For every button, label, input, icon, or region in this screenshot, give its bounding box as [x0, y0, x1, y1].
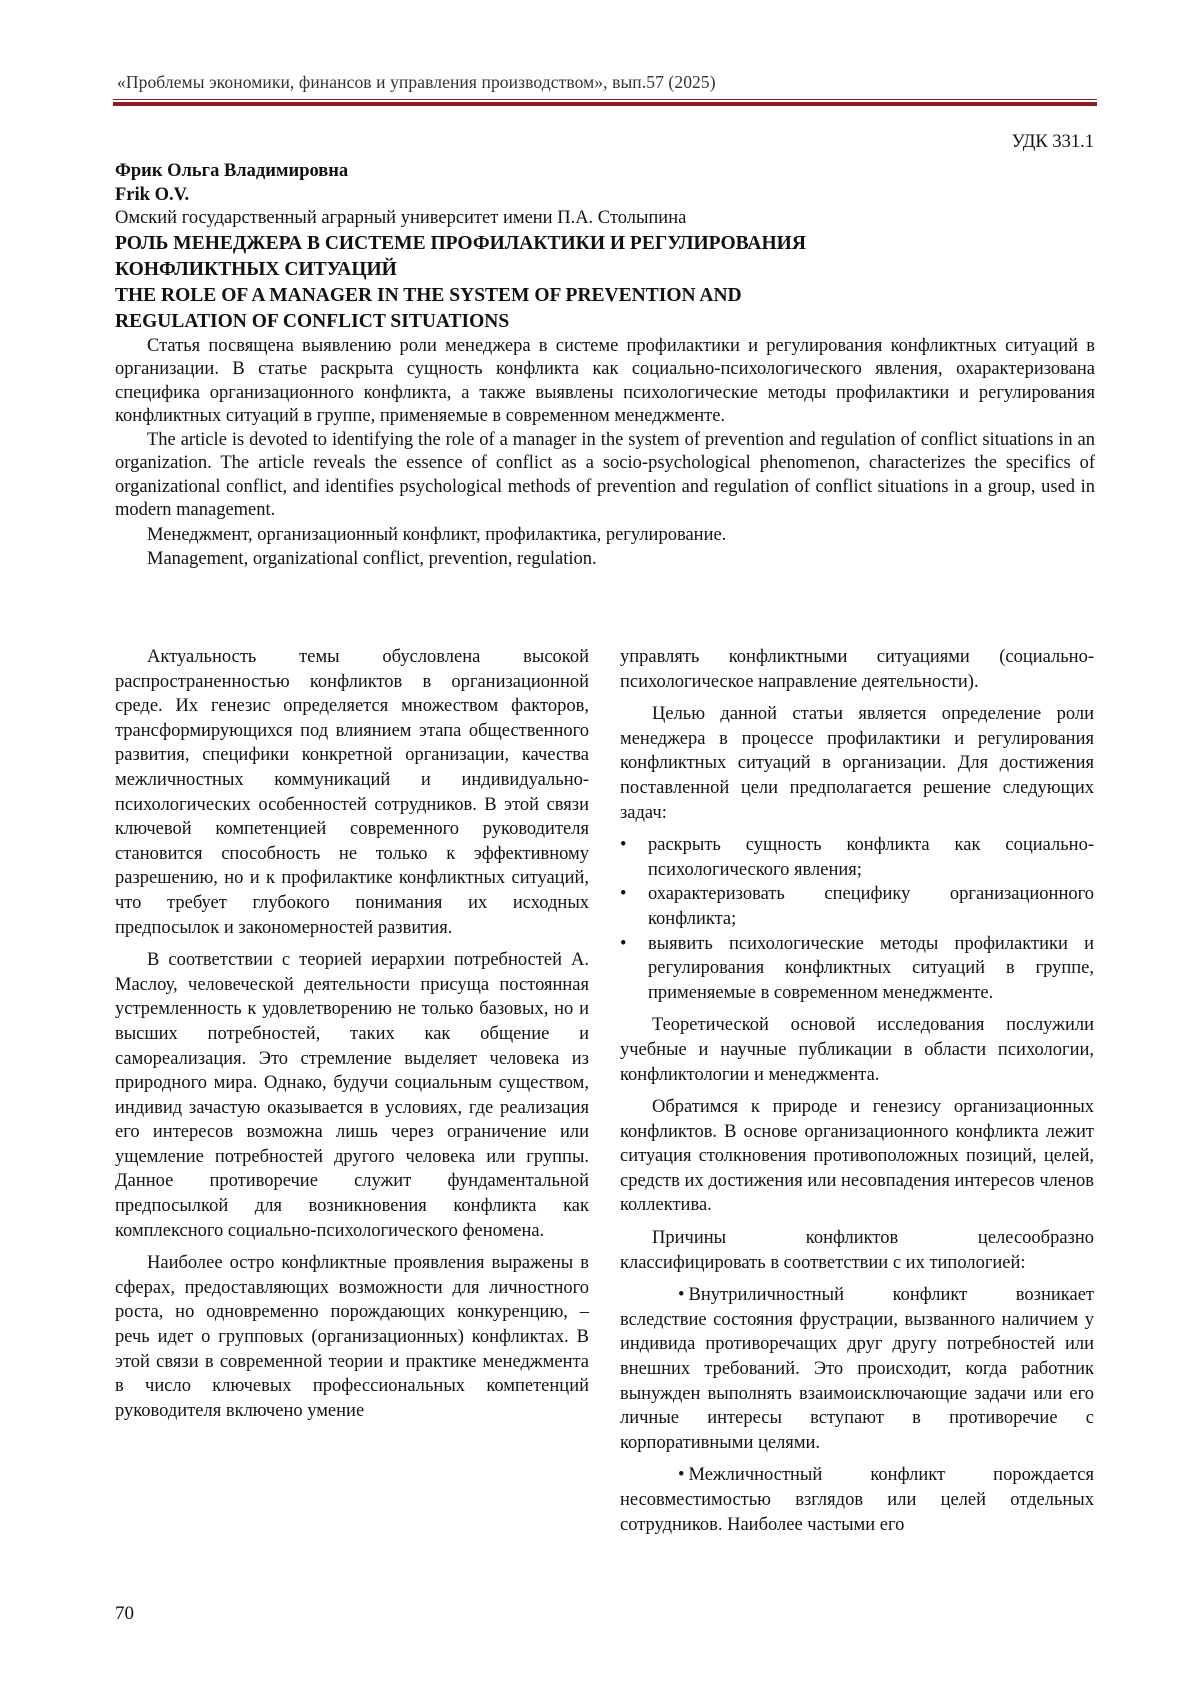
bullet-icon: •	[620, 933, 627, 954]
abstract-en: The article is devoted to identifying the role of a manager in the system of prevention and regulation of conflict situations in an organization. The article reveals the essence of conflict as a socio-psychological phenomenon, characterizes the specifics of organizational conflict, and identifies psychological methods of prevention and regulation of conflict situations in a group, used in modern management.	[115, 429, 1095, 520]
body-column-left	[115, 645, 589, 1431]
paragraph: Целью данной статьи является определение роли менеджера в процессе профилактики и регулирования конфликтных ситуаций в организации. Для достижения поставленной цели предполагается решение следующих задач:	[620, 704, 1094, 823]
page-number: 70	[115, 1603, 134, 1624]
bullet-icon: •	[620, 884, 627, 905]
paragraph: Актуальность темы обусловлена высокой распространенностью конфликтов в организационной среде. Их генезис определяется множеством факторов, трансформирующихся под влиянием этапа общественного развития, специфики конкретной организации, качества межличностных коммуникаций и индивидуально-психологических особенностей сотрудников. В этой связи ключевой компетенцией современного руководителя становится способность не только к эффективному разрешению, но и к профилактике конфликтных ситуаций, что требует глубокого понимания их исходных предпосылок и закономерностей развития.	[115, 647, 589, 938]
running-header: «Проблемы экономики, финансов и управления производством», вып.57 (2025)	[117, 72, 716, 92]
bullet-icon: •	[678, 1285, 685, 1306]
abstract-ru: Статья посвящена выявлению роли менеджера в системе профилактики и регулирования конфликтных ситуаций в организации. В статье раскрыта сущность конфликта как социально-психологического явления, охарактеризована специфика организационного конфликта, а также выявлены психологические методы профилактики и регулирования конфликтных ситуаций в группе, применяемые в современном менеджменте.	[115, 335, 1095, 426]
bullet-icon: •	[620, 835, 627, 856]
keywords-en: Management, organizational conflict, prevention, regulation.	[147, 549, 597, 569]
bullet-paragraph: • Внутриличностный конфликт возникает вследствие состояния фрустрации, вызванного наличием у индивида противоречащих друг другу потребностей или внешних требований. Это происходит, когда работник вынужден выполнять взаимоисключающие задачи или его личные интересы вступают в противоречие с корпоративными целями.	[620, 1285, 1094, 1453]
author-name-ru: Фрик Ольга Владимировна	[115, 161, 349, 181]
bullet-icon: •	[678, 1465, 685, 1486]
front-matter	[115, 160, 1095, 572]
header-rule-thin	[113, 99, 1097, 100]
paragraph: Теоретической основой исследования послужили учебные и научные публикации в области психологии, конфликтологии и менеджмента.	[620, 1015, 1094, 1085]
paragraph: Обратимся к природе и генезису организационных конфликтов. В основе организационного конфликта лежит ситуация столкновения противоположных позиций, целей, средств их достижения или несовпадения интересов членов коллектива.	[620, 1097, 1094, 1216]
udk-code: УДК 331.1	[1011, 132, 1094, 152]
paragraph: Причины конфликтов целесообразно классифицировать в соответствии с их типологией:	[620, 1228, 1094, 1273]
author-name-en: Frik O.V.	[115, 184, 190, 205]
title-en-line2: REGULATION OF CONFLICT SITUATIONS	[115, 310, 510, 332]
paragraph: Наиболее остро конфликтные проявления выражены в сферах, предоставляющих возможности для личностного роста, но одновременно порождающих конкуренцию, – речь идет о групповых (организационных) конфликтах. В этой связи в современной теории и практике менеджмента в число ключевых профессиональных компетенций руководителя включено умение	[115, 1253, 589, 1421]
title-ru-line1: РОЛЬ МЕНЕДЖЕРА В СИСТЕМЕ ПРОФИЛАКТИКИ И РЕГУЛИРОВАНИЯ	[115, 232, 806, 254]
keywords-ru: Менеджмент, организационный конфликт, профилактика, регулирование.	[147, 524, 727, 545]
bullet-paragraph: • Межличностный конфликт порождается несовместимостью взглядов или целей отдельных сотрудников. Наиболее частыми его	[620, 1465, 1094, 1535]
paragraph: В соответствии с теорией иерархии потребностей А. Маслоу, человеческой деятельности присуща постоянная устремленность к удовлетворению не только базовых, но и высших потребностей, таких как общение и самореализация. Это стремление выделяет человека из природного мира. Однако, будучи социальным существом, индивид зачастую оказывается в условиях, где реализация его интересов возможна лишь через ограничение или ущемление потребностей другого человека или группы. Данное противоречие служит фундаментальной предпосылкой для возникновения конфликта как комплексного социально-психологического феномена.	[115, 950, 589, 1241]
title-en-line1: THE ROLE OF A MANAGER IN THE SYSTEM OF PREVENTION AND	[115, 284, 742, 306]
task-list	[620, 833, 1094, 1005]
paragraph-continued: управлять конфликтными ситуациями (социально-психологическое направление деятельности).	[620, 647, 1094, 692]
list-item: • раскрыть сущность конфликта как социально-психологического явления;	[620, 835, 1094, 880]
list-item: • охарактеризовать специфику организационного конфликта;	[620, 884, 1094, 929]
body-column-right	[620, 645, 1094, 1545]
list-item: • выявить психологические методы профилактики и регулирования конфликтных ситуаций в группе, применяемые в современном менеджменте.	[620, 933, 1094, 1003]
title-ru-line2: КОНФЛИКТНЫХ СИТУАЦИЙ	[115, 258, 397, 280]
affiliation: Омский государственный аграрный университет имени П.А. Столыпина	[115, 208, 687, 228]
header-rule-thick	[113, 102, 1097, 106]
